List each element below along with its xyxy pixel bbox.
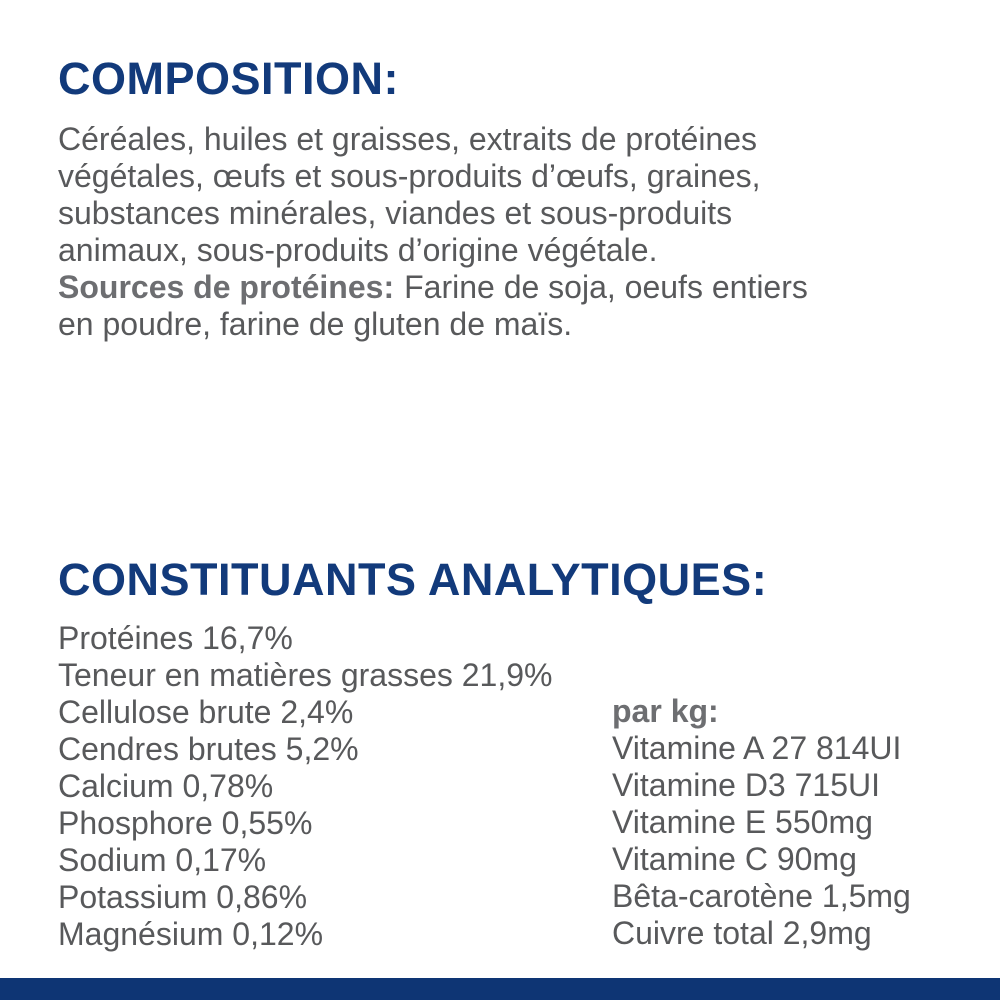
protein-sources-text-1: Farine de soja, oeufs entiers xyxy=(404,269,808,305)
analytical-item: Teneur en matières grasses 21,9% xyxy=(58,657,553,693)
analytical-constituents-heading: CONSTITUANTS ANALYTIQUES: xyxy=(58,554,768,605)
vitamin-item: Bêta-carotène 1,5mg xyxy=(612,878,911,914)
analytical-item: Phosphore 0,55% xyxy=(58,805,313,841)
bottom-navy-bar xyxy=(0,978,1000,1000)
composition-line: substances minérales, viandes et sous-produits xyxy=(58,195,733,231)
vitamin-item: Vitamine E 550mg xyxy=(612,804,873,840)
composition-line: animaux, sous-produits d’origine végétale. xyxy=(58,232,658,268)
vitamin-item: Vitamine D3 715UI xyxy=(612,767,880,803)
analytical-item: Protéines 16,7% xyxy=(58,620,293,656)
vitamins-list xyxy=(612,730,911,952)
analytical-constituents-list xyxy=(58,620,552,953)
vitamin-item: Vitamine A 27 814UI xyxy=(612,730,902,766)
vitamin-item: Cuivre total 2,9mg xyxy=(612,915,872,951)
per-kg-label: par kg: xyxy=(612,693,719,729)
protein-sources-label: Sources de protéines: xyxy=(58,269,395,305)
composition-heading: COMPOSITION: xyxy=(58,53,399,104)
protein-sources-line xyxy=(58,269,808,306)
per-kg-column xyxy=(612,693,911,952)
analytical-item: Cellulose brute 2,4% xyxy=(58,694,354,730)
composition-line: Céréales, huiles et graisses, extraits de protéines xyxy=(58,121,758,157)
protein-sources-text-2: en poudre, farine de gluten de maïs. xyxy=(58,306,573,342)
analytical-item: Potassium 0,86% xyxy=(58,879,308,915)
analytical-item: Magnésium 0,12% xyxy=(58,916,324,952)
analytical-item: Cendres brutes 5,2% xyxy=(58,731,359,767)
composition-lines xyxy=(58,121,808,269)
vitamin-item: Vitamine C 90mg xyxy=(612,841,857,877)
analytical-item: Sodium 0,17% xyxy=(58,842,267,878)
analytical-item: Calcium 0,78% xyxy=(58,768,274,804)
composition-paragraph xyxy=(58,121,808,343)
composition-line: végétales, œufs et sous-produits d’œufs, graines, xyxy=(58,158,761,194)
